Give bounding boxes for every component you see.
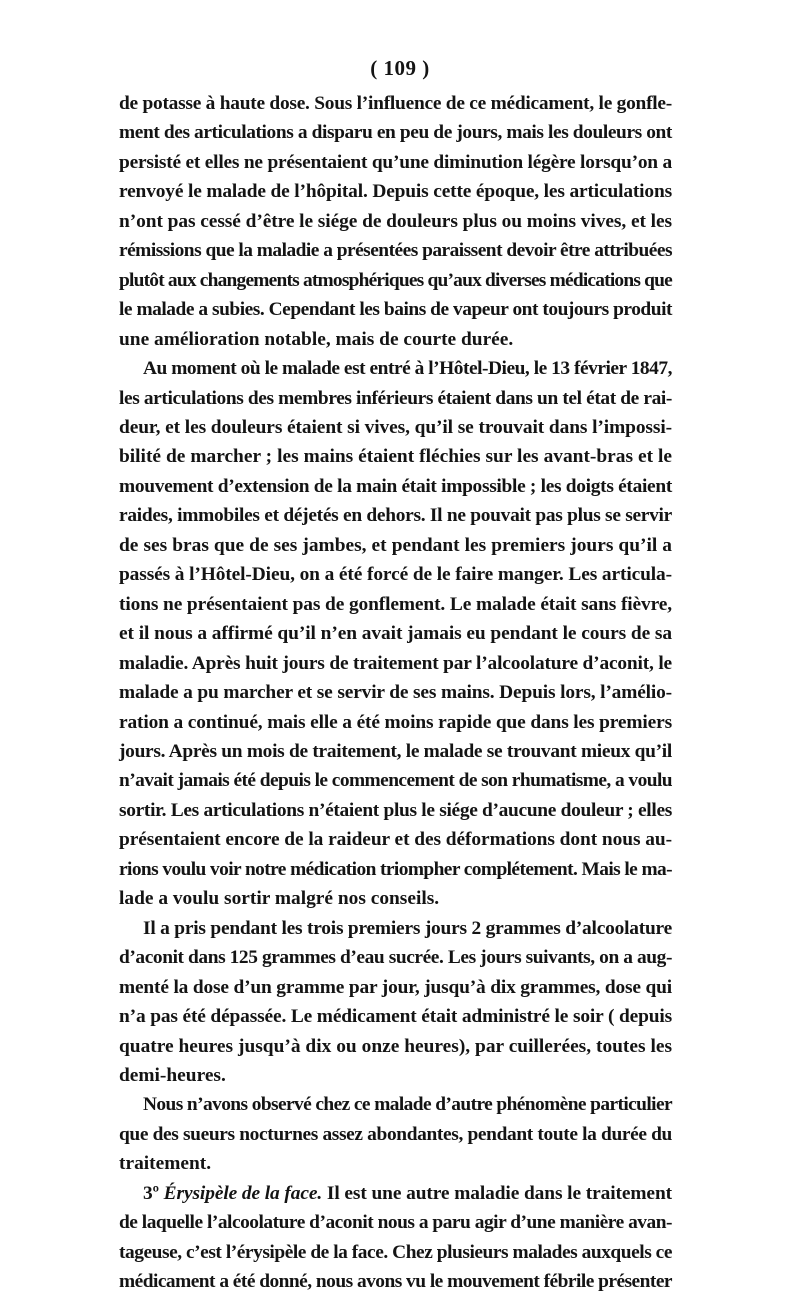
text-line: de potasse à haute dose. Sous l’influence de ce médicament, le gonfle- <box>119 93 672 114</box>
paragraph-1 <box>119 89 672 354</box>
text-line: raides, immobiles et déjetés en dehors. Il ne pouvait pas plus se servir <box>119 505 672 527</box>
text-line: Nous n’avons observé chez ce malade d’autre phénomène particulier <box>143 1094 672 1116</box>
text-line: ration a continué, mais elle a été moins rapide que dans les premiers <box>119 711 672 733</box>
text-line: n’a pas été dépassée. Le médicament était administré le soir ( depuis <box>119 1006 672 1028</box>
body-text <box>119 89 672 1297</box>
section-number: 3º <box>143 1182 159 1204</box>
text-line: rémissions que la maladie a présentées paraissent devoir être attribuées <box>119 240 672 262</box>
paragraph-4 <box>119 1090 672 1178</box>
text-line: plutôt aux changements atmosphériques qu’aux diverses médications que <box>119 269 672 291</box>
text-line: jours. Après un mois de traitement, le malade se trouvant mieux qu’il <box>119 740 672 762</box>
text-line: passés à l’Hôtel-Dieu, on a été forcé de le faire manger. Les articula- <box>119 564 672 586</box>
paragraph-3 <box>119 914 672 1091</box>
text-line: n’avait jamais été depuis le commencement de son rhumatisme, a voulu <box>119 770 672 792</box>
text-line: quatre heures jusqu’à dix ou onze heures), par cuillerées, toutes les <box>119 1035 672 1057</box>
text-line: malade a pu marcher et se servir de ses mains. Depuis lors, l’amélio- <box>119 682 672 704</box>
text-line: menté la dose d’un gramme par jour, jusqu’à dix grammes, dose qui <box>119 976 672 998</box>
text-line: maladie. Après huit jours de traitement par l’alcoolature d’aconit, le <box>119 652 672 674</box>
text-line: deur, et les douleurs étaient si vives, qu’il se trouvait dans l’impossi- <box>119 416 672 438</box>
text-line: de ses bras que de ses jambes, et pendant les premiers jours qu’il a <box>119 534 672 556</box>
text-line: Il a pris pendant les trois premiers jours 2 grammes d’alcoolature <box>143 917 672 939</box>
section-first-line-text: Il est une autre maladie dans le traitement <box>326 1182 672 1204</box>
text-line: une amélioration notable, mais de courte durée. <box>119 328 514 350</box>
text-line: sortir. Les articulations n’étaient plus le siége d’aucune douleur ; elles <box>119 799 672 821</box>
text-line: tageuse, c’est l’érysipèle de la face. Chez plusieurs malades auxquels ce <box>119 1241 672 1263</box>
text-line: traitement. <box>119 1153 212 1175</box>
text-line: présentaient encore de la raideur et des déformations dont nous au- <box>119 829 672 851</box>
text-line: persisté et elles ne présentaient qu’une diminution légère lorsqu’on a <box>119 151 672 173</box>
text-line: ment des articulations a disparu en peu de jours, mais les douleurs ont <box>119 122 672 144</box>
text-line: d’aconit dans 125 grammes d’eau sucrée. Les jours suivants, on a aug- <box>119 947 672 969</box>
section-erysipele <box>119 1179 672 1297</box>
text-line: tions ne présentaient pas de gonflement. Le malade était sans fièvre, <box>119 593 672 615</box>
text-line: Au moment où le malade est entré à l’Hôtel-Dieu, le 13 février 1847, <box>143 358 672 380</box>
text-line: de laquelle l’alcoolature d’aconit nous a paru agir d’une manière avan- <box>119 1212 673 1234</box>
text-line: les articulations des membres inférieurs étaient dans un tel état de rai- <box>119 387 672 409</box>
text-line: lade a voulu sortir malgré nos conseils. <box>119 888 440 910</box>
text-line: et il nous a affirmé qu’il n’en avait jamais eu pendant le cours de sa <box>119 623 672 645</box>
paragraph-2 <box>119 354 672 914</box>
text-line: mouvement d’extension de la main était impossible ; les doigts étaient <box>119 475 672 497</box>
text-line: médicament a été donné, nous avons vu le mouvement fébrile présenter <box>119 1271 672 1293</box>
text-line: demi-heures. <box>119 1064 226 1086</box>
text-line: que des sueurs nocturnes assez abondantes, pendant toute la durée du <box>119 1123 672 1145</box>
text-line: rions voulu voir notre médication triompher complétement. Mais le ma- <box>119 858 672 880</box>
text-line: le malade a subies. Cependant les bains de vapeur ont toujours produit <box>119 299 672 321</box>
text-line: bilité de marcher ; les mains étaient fléchies sur les avant-bras et le <box>119 446 672 468</box>
section-title: Érysipèle de la face. <box>163 1182 323 1204</box>
section-heading-line <box>119 1179 672 1208</box>
page-number: ( 109 ) <box>370 56 430 80</box>
text-line: renvoyé le malade de l’hôpital. Depuis cette époque, les articulations <box>119 181 672 203</box>
text-line: n’ont pas cessé d’être le siége de douleurs plus ou moins vives, et les <box>119 210 672 232</box>
